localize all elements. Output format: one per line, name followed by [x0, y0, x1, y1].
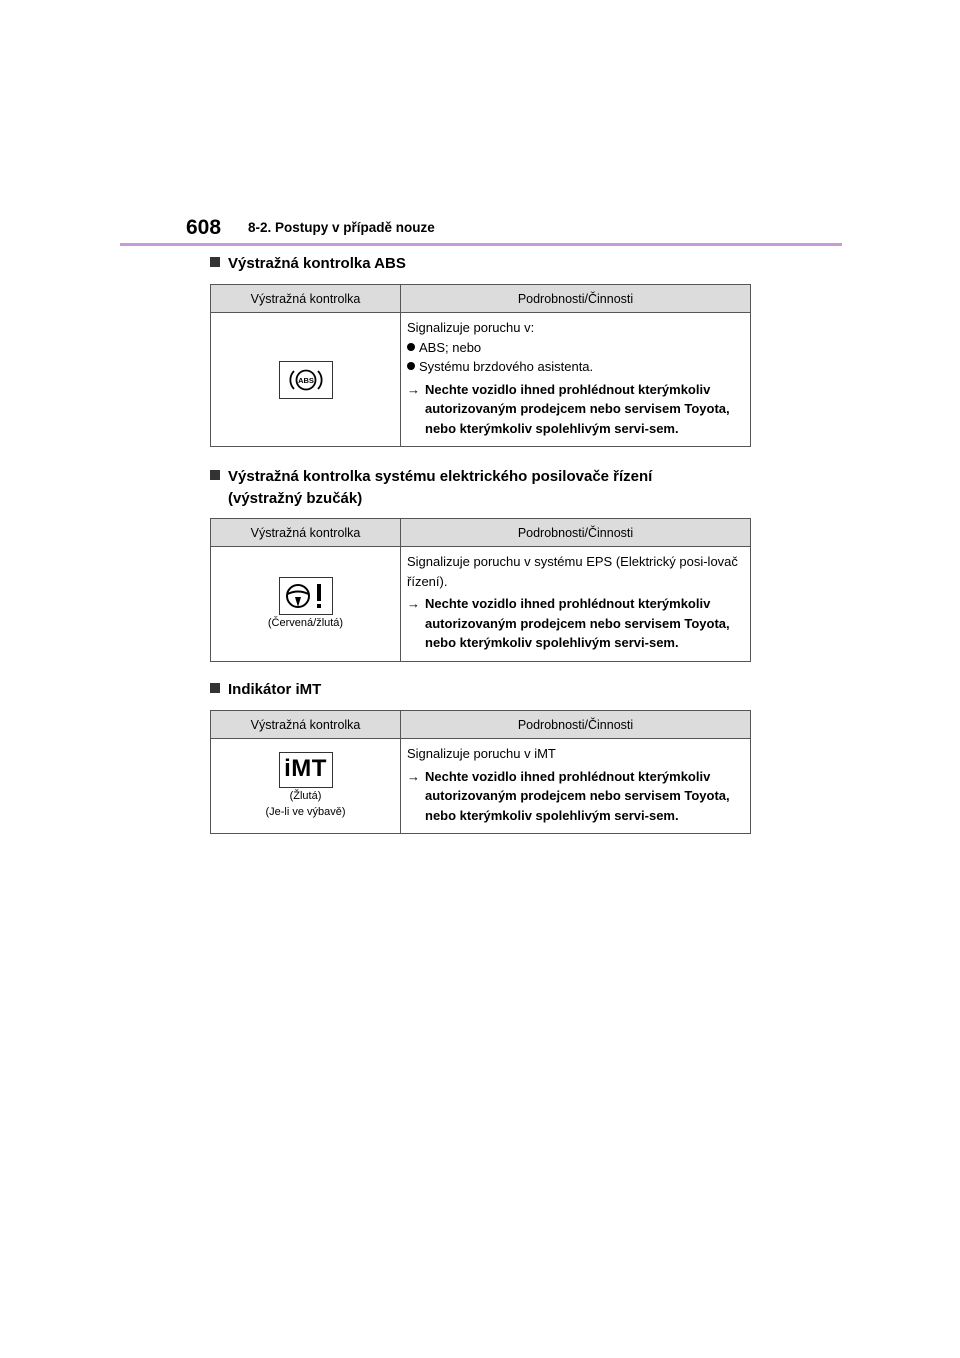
detail-intro: Signalizuje poruchu v systému EPS (Elektrický posi-lovač řízení). [407, 554, 738, 589]
arrow-icon: → [407, 768, 420, 784]
col-header-details: Podrobnosti/Činnosti [401, 519, 751, 547]
section-title-imt [210, 679, 321, 701]
action-text: Nechte vozidlo ihned prohlédnout kterýmkoliv autorizovaným prodejcem nebo servisem Toyota, nebo kterýmkoliv spolehlivým servi-sem. [425, 596, 730, 650]
section-title-text: Indikátor iMT [228, 681, 322, 698]
col-header-warning-light: Výstražná kontrolka [211, 285, 401, 313]
icon-cell [211, 313, 401, 447]
detail-cell [401, 547, 751, 662]
abs-warning-table [210, 284, 751, 447]
icon-cell [211, 547, 401, 662]
table-header-row [211, 519, 751, 547]
list-item [407, 357, 744, 377]
col-header-warning-light: Výstražná kontrolka [211, 711, 401, 739]
col-header-details: Podrobnosti/Činnosti [401, 711, 751, 739]
table-row [211, 547, 751, 662]
square-bullet-icon [210, 683, 220, 693]
icon-caption: (Žlutá) [289, 790, 322, 802]
list-item-text: Systému brzdového asistenta. [419, 359, 594, 374]
header-divider [120, 243, 842, 246]
bullet-dot-icon [407, 343, 415, 351]
section-title-eps [210, 466, 652, 510]
table-row [211, 313, 751, 447]
icon-caption-equipment: (Je-li ve výbavě) [265, 806, 346, 818]
action-instruction [407, 594, 744, 653]
bullet-dot-icon [407, 362, 415, 370]
icon-caption: (Červená/žlutá) [267, 616, 344, 629]
abs-warning-icon [279, 361, 333, 399]
steering-warning-icon [279, 577, 333, 615]
chapter-title: 8-2. Postupy v případě nouze [248, 220, 435, 235]
section-title-text: Výstražná kontrolka ABS [228, 255, 406, 272]
section-title-text: Výstražná kontrolka systému elektrického posilovače řízení [228, 468, 653, 485]
imt-indicator-icon [279, 752, 333, 788]
col-header-warning-light: Výstražná kontrolka [211, 519, 401, 547]
table-row [211, 739, 751, 834]
action-instruction [407, 380, 744, 439]
action-text: Nechte vozidlo ihned prohlédnout kterýmkoliv autorizovaným prodejcem nebo servisem Toyota, nebo kterýmkoliv spolehlivým servi-sem. [425, 381, 730, 436]
arrow-icon: → [407, 381, 420, 397]
action-instruction [407, 767, 744, 826]
imt-icon-text: iMT [284, 755, 327, 782]
square-bullet-icon [210, 257, 220, 267]
imt-warning-table [210, 710, 751, 834]
detail-intro: Signalizuje poruchu v: [407, 320, 535, 335]
eps-warning-table [210, 518, 751, 662]
col-header-details: Podrobnosti/Činnosti [401, 285, 751, 313]
section-title-abs [210, 253, 406, 275]
section-title-continuation: (výstražný bzučák) [228, 490, 363, 507]
detail-intro: Signalizuje poruchu v iMT [407, 746, 556, 761]
detail-cell [401, 739, 751, 834]
list-item-text: ABS; nebo [419, 339, 482, 355]
table-header-row [211, 285, 751, 313]
list-item [407, 338, 744, 358]
svg-text:ABS: ABS [297, 375, 314, 385]
square-bullet-icon [210, 470, 220, 480]
icon-cell [211, 739, 401, 834]
arrow-icon: → [407, 596, 420, 611]
page-number: 608 [186, 216, 222, 239]
action-text: Nechte vozidlo ihned prohlédnout kterýmkoliv autorizovaným prodejcem nebo servisem Toyota, nebo kterýmkoliv spolehlivým servi-sem. [425, 768, 730, 823]
detail-cell [401, 313, 751, 447]
table-header-row [211, 711, 751, 739]
